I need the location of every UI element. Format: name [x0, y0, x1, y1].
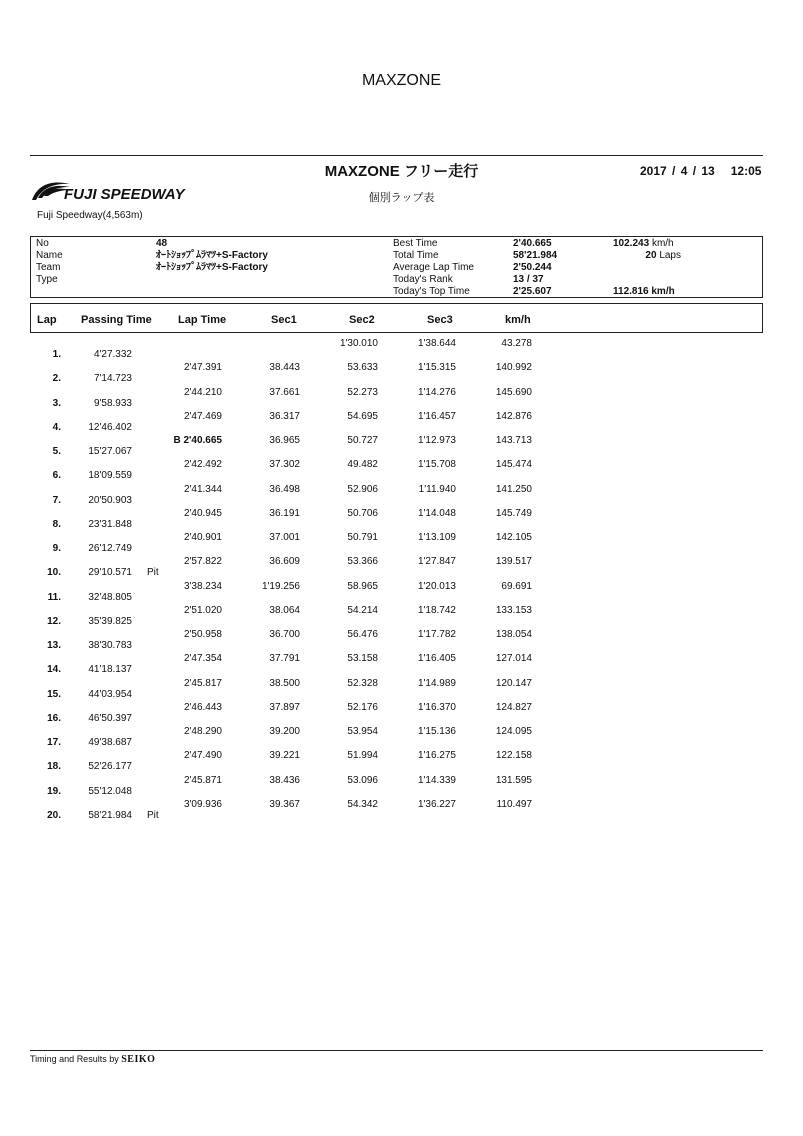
- sec3: 1'14.339: [417, 775, 456, 786]
- lap-number: 18.: [47, 761, 61, 772]
- passing-time: 12'46.402: [88, 422, 132, 433]
- average-lap-value: 2'50.244: [513, 262, 552, 273]
- circuit-name: Fuji Speedway(4,563m): [37, 210, 143, 221]
- passing-time: 55'12.048: [88, 786, 132, 797]
- speed-kmh: 124.095: [495, 726, 532, 737]
- lap-time: 2'46.443: [183, 702, 222, 713]
- sec2: 50.727: [347, 435, 378, 446]
- speed-kmh: 122.158: [495, 750, 532, 761]
- logo-text: FUJI SPEEDWAY: [64, 186, 185, 203]
- lap-number: 20.: [47, 810, 61, 821]
- sec3: 1'17.782: [417, 629, 456, 640]
- report-subtitle: 個別ラップ表: [368, 192, 435, 204]
- speed-kmh: 127.014: [495, 653, 532, 664]
- sec1: 39.221: [269, 750, 300, 761]
- team-value: ｵｰﾄｼｮｯﾌﾟﾑﾗﾏﾂ+S-Factory: [156, 262, 268, 273]
- sec2: 54.214: [347, 605, 378, 616]
- passing-time: 41'18.137: [88, 664, 132, 675]
- sec1: 38.500: [269, 678, 300, 689]
- sec1: 36.965: [269, 435, 300, 446]
- sec1: 38.064: [269, 605, 300, 616]
- name-value: ｵｰﾄｼｮｯﾌﾟﾑﾗﾏﾂ+S-Factory: [156, 250, 268, 261]
- passing-time: 26'12.749: [88, 543, 132, 554]
- lap-time: 2'47.490: [183, 750, 222, 761]
- sec2: 53.096: [347, 775, 378, 786]
- sec3: 1'20.013: [417, 581, 456, 592]
- team-label: Team: [36, 262, 61, 273]
- best-speed-value: 102.243: [613, 238, 650, 249]
- footer-brand: SEIKO: [121, 1054, 156, 1065]
- sec1: 36.498: [269, 484, 300, 495]
- best-speed-unit: km/h: [651, 238, 674, 249]
- lap-number: 10.: [47, 567, 61, 578]
- todays-rank-value: 13 / 37: [513, 274, 544, 285]
- sec1: 36.700: [269, 629, 300, 640]
- sec2: 53.366: [347, 556, 378, 567]
- lap-number: 8.: [52, 519, 61, 530]
- lap-time: 2'40.945: [183, 508, 222, 519]
- top-speed: 112.816 km/h: [613, 286, 675, 297]
- sec1: 39.367: [269, 799, 300, 810]
- laps-unit: Laps: [659, 250, 681, 261]
- sec3: 1'16.405: [417, 653, 456, 664]
- sec2: 52.273: [347, 387, 378, 398]
- speed-kmh: 124.827: [495, 702, 532, 713]
- sec3: 1'14.989: [417, 678, 456, 689]
- passing-time: 46'50.397: [88, 713, 132, 724]
- lap-time: 2'57.822: [183, 556, 222, 567]
- passing-time: 9'58.933: [93, 398, 132, 409]
- lap-number: 2.: [52, 373, 61, 384]
- lap-number: 3.: [52, 398, 61, 409]
- best-speed: [613, 238, 674, 250]
- lap-number: 5.: [52, 446, 61, 457]
- no-label: No: [36, 238, 49, 249]
- sec2: 58.965: [347, 581, 378, 592]
- speed-kmh: 143.713: [495, 435, 532, 446]
- sec2: 52.328: [347, 678, 378, 689]
- sec2: 54.695: [347, 411, 378, 422]
- lap-number: 19.: [47, 786, 61, 797]
- sec1: 37.302: [269, 459, 300, 470]
- col-sec3: Sec3: [427, 314, 453, 326]
- speed-kmh: 110.497: [496, 799, 532, 810]
- speed-kmh: 43.278: [501, 338, 532, 349]
- average-lap-label: Average Lap Time: [393, 262, 474, 273]
- best-time-label: Best Time: [393, 238, 438, 249]
- sec3: 1'13.109: [417, 532, 456, 543]
- no-value: 48: [156, 238, 168, 249]
- sec3: 1'36.227: [417, 799, 456, 810]
- pit-marker: Pit: [147, 567, 159, 578]
- col-sec2: Sec2: [349, 314, 375, 326]
- speed-kmh: 141.250: [495, 484, 532, 495]
- sec1: 36.191: [269, 508, 300, 519]
- todays-top-time-label: Today's Top Time: [393, 286, 470, 297]
- passing-time: 20'50.903: [88, 495, 132, 506]
- lap-number: 16.: [47, 713, 61, 724]
- speed-kmh: 142.105: [495, 532, 532, 543]
- col-sec1: Sec1: [271, 314, 297, 326]
- lap-time: 2'47.469: [183, 411, 222, 422]
- sec2: 53.158: [347, 653, 378, 664]
- lap-time: 2'40.901: [183, 532, 222, 543]
- speed-kmh: 131.595: [495, 775, 532, 786]
- fuji-speedway-logo: [30, 178, 225, 206]
- column-header-box: [30, 303, 763, 333]
- lap-time: B 2'40.665: [173, 435, 222, 446]
- speed-kmh: 133.153: [495, 605, 532, 616]
- passing-time: 7'14.723: [93, 373, 132, 384]
- sec2: 52.906: [347, 484, 378, 495]
- lap-number: 6.: [52, 470, 61, 481]
- page-title: MAXZONE: [361, 72, 442, 89]
- driver-info-box: [30, 236, 763, 298]
- lap-time: 2'48.290: [183, 726, 222, 737]
- sec3: 1'16.457: [417, 411, 456, 422]
- speed-kmh: 145.690: [495, 387, 532, 398]
- lap-time: 2'45.817: [183, 678, 222, 689]
- sec2: 54.342: [347, 799, 378, 810]
- total-time-value: 58'21.984: [513, 250, 558, 261]
- sec3: 1'12.973: [417, 435, 456, 446]
- sec2: 53.954: [347, 726, 378, 737]
- lap-time: 2'51.020: [183, 605, 222, 616]
- footer: [30, 1054, 155, 1065]
- footer-divider: [30, 1050, 763, 1051]
- sec2: 52.176: [347, 702, 378, 713]
- sec3: 1'16.370: [417, 702, 456, 713]
- lap-number: 15.: [47, 689, 61, 700]
- speed-kmh: 145.749: [495, 508, 532, 519]
- passing-time: 44'03.954: [88, 689, 132, 700]
- speed-kmh: 69.691: [501, 581, 532, 592]
- sec1: 36.609: [269, 556, 300, 567]
- sec1: 37.661: [269, 387, 300, 398]
- sec2: 53.633: [347, 362, 378, 373]
- laps-value: 20: [645, 250, 657, 261]
- lap-number: 12.: [47, 616, 61, 627]
- sec1: 37.001: [269, 532, 300, 543]
- header-divider: [30, 155, 763, 156]
- sec1: 38.436: [269, 775, 300, 786]
- passing-time: 32'48.805: [88, 592, 132, 603]
- lap-number: 9.: [52, 543, 61, 554]
- lap-time: 2'42.492: [183, 459, 222, 470]
- passing-time: 23'31.848: [88, 519, 132, 530]
- lap-number: 11.: [47, 592, 61, 603]
- lap-number: 7.: [52, 495, 61, 506]
- report-time: 12:05: [730, 164, 762, 178]
- speed-kmh: 139.517: [495, 556, 532, 567]
- sec2: 50.791: [347, 532, 378, 543]
- speed-kmh: 145.474: [495, 459, 532, 470]
- speed-kmh: 142.876: [495, 411, 532, 422]
- lap-number: 1.: [52, 349, 61, 360]
- sec2: 56.476: [347, 629, 378, 640]
- todays-top-time-value: 2'25.607: [513, 286, 552, 297]
- sec3: 1'18.742: [417, 605, 456, 616]
- col-passing-time: Passing Time: [81, 314, 152, 326]
- passing-time: 15'27.067: [88, 446, 132, 457]
- sec1: 39.200: [269, 726, 300, 737]
- speed-kmh: 120.147: [495, 678, 532, 689]
- speed-kmh: 138.054: [495, 629, 532, 640]
- type-label: Type: [36, 274, 58, 285]
- sec2: 49.482: [347, 459, 378, 470]
- sec3: 1'15.136: [417, 726, 456, 737]
- lap-time: 3'09.936: [183, 799, 222, 810]
- speed-kmh: 140.992: [495, 362, 532, 373]
- passing-time: 58'21.984: [88, 810, 132, 821]
- sec3: 1'11.940: [418, 484, 456, 495]
- col-lap: Lap: [37, 314, 57, 326]
- sec1: 38.443: [269, 362, 300, 373]
- sec2: 51.994: [347, 750, 378, 761]
- passing-time: 38'30.783: [88, 640, 132, 651]
- passing-time: 35'39.825: [88, 616, 132, 627]
- passing-time: 18'09.559: [88, 470, 132, 481]
- lap-time: 2'44.210: [183, 387, 222, 398]
- lap-number: 14.: [47, 664, 61, 675]
- lap-time: 2'41.344: [183, 484, 222, 495]
- best-time-value: 2'40.665: [513, 238, 552, 249]
- report-date: 2017 / 4 / 13: [640, 164, 715, 178]
- sec1: 37.791: [269, 653, 300, 664]
- col-kmh: km/h: [505, 314, 531, 326]
- lap-time: 2'47.391: [183, 362, 222, 373]
- col-lap-time: Lap Time: [178, 314, 227, 326]
- laps-count: [613, 250, 681, 262]
- lap-time: 2'50.958: [183, 629, 222, 640]
- sec2: 1'30.010: [339, 338, 378, 349]
- passing-time: 52'26.177: [88, 761, 132, 772]
- total-time-label: Total Time: [393, 250, 439, 261]
- sec1: 36.317: [269, 411, 300, 422]
- lap-time: 2'45.871: [183, 775, 222, 786]
- passing-time: 29'10.571: [88, 567, 132, 578]
- sec3: 1'14.048: [417, 508, 456, 519]
- sec3: 1'16.275: [417, 750, 456, 761]
- sec3: 1'15.315: [417, 362, 456, 373]
- passing-time: 4'27.332: [93, 349, 132, 360]
- sec3: 1'38.644: [417, 338, 456, 349]
- passing-time: 49'38.687: [88, 737, 132, 748]
- lap-time: 3'38.234: [183, 581, 222, 592]
- sec1: 37.897: [269, 702, 300, 713]
- name-label: Name: [36, 250, 63, 261]
- sec3: 1'27.847: [417, 556, 456, 567]
- footer-text: Timing and Results by: [30, 1054, 119, 1064]
- pit-marker: Pit: [147, 810, 159, 821]
- lap-number: 17.: [47, 737, 61, 748]
- sec3: 1'15.708: [417, 459, 456, 470]
- lap-number: 4.: [52, 422, 61, 433]
- todays-rank-label: Today's Rank: [393, 274, 453, 285]
- sec2: 50.706: [347, 508, 378, 519]
- sec3: 1'14.276: [417, 387, 456, 398]
- event-title: MAXZONE フリー走行: [324, 163, 479, 180]
- report-datetime: [640, 164, 761, 178]
- sec1: 1'19.256: [261, 581, 300, 592]
- lap-time: 2'47.354: [183, 653, 222, 664]
- lap-number: 13.: [47, 640, 61, 651]
